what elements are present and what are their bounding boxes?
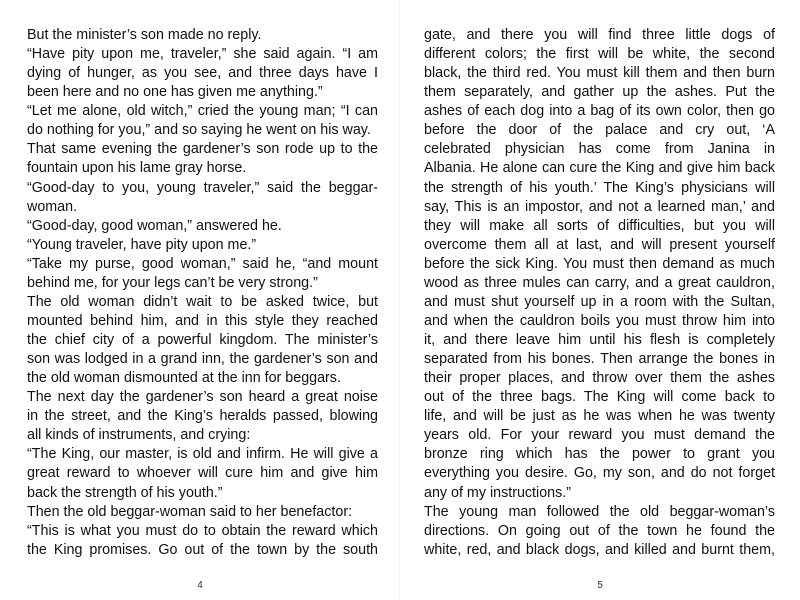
paragraph bbox=[27, 522, 378, 560]
text-line: any of my instructions.” bbox=[424, 484, 571, 501]
text-line: “Let me alone, old witch,” cried the young man; “I can bbox=[27, 103, 378, 120]
text-line: it, and there leave him until his flesh is completely bbox=[424, 332, 775, 348]
text-line: the chief city of a powerful kingdom. The minister’s bbox=[27, 332, 378, 348]
text-line: back the strength of his youth.” bbox=[27, 484, 223, 501]
paragraph bbox=[27, 445, 378, 502]
text-line: them separately, and gather up the ashes. Put the bbox=[424, 84, 775, 101]
text-line: great reward to whoever will cure him and give him bbox=[27, 465, 378, 482]
text-line: ashes of each dog into a bag of its own color, then go bbox=[424, 103, 775, 120]
text-line: out of the three bags. The King will come back to bbox=[424, 389, 775, 406]
text-line: separated from his bones. Then arrange the bones in bbox=[424, 351, 775, 368]
text-line: That same evening the gardener’s son rode up to the bbox=[27, 141, 378, 158]
right-page bbox=[400, 0, 800, 600]
text-line: everything you desire. Go, my son, and do not forget bbox=[424, 465, 775, 482]
page-text bbox=[424, 26, 775, 560]
text-line: The next day the gardener’s son heard a great noise bbox=[27, 389, 378, 406]
text-line: fountain upon his lame gray horse. bbox=[27, 160, 247, 177]
paragraph bbox=[27, 217, 378, 236]
text-line: and must shut yourself up in a room with the Sultan, bbox=[424, 293, 775, 310]
text-line: overcome them all at last, and will present yourself bbox=[424, 236, 775, 253]
text-line: the old woman dismounted at the inn for beggars. bbox=[27, 370, 341, 387]
text-line: years old. For your reward you must demand the bbox=[424, 427, 775, 444]
text-line: son was lodged in a grand inn, the gardener’s son and bbox=[27, 351, 378, 368]
text-line: life, and will be just as he was when he was twenty bbox=[424, 408, 775, 425]
paragraph bbox=[27, 45, 378, 102]
text-line: “Have pity upon me, traveler,” she said again. “I am bbox=[27, 46, 378, 63]
text-line: “Good-day, good woman,” answered he. bbox=[27, 217, 282, 234]
paragraph bbox=[27, 26, 378, 45]
text-line: before the door of the palace and cry out, ‘A bbox=[424, 122, 775, 139]
text-line: been here and no one has given me anything.” bbox=[27, 84, 323, 101]
text-line: Then the old beggar-woman said to her benefactor: bbox=[27, 503, 353, 520]
text-line: the King promises. Go out of the town by the south bbox=[27, 541, 378, 558]
paragraph bbox=[27, 503, 378, 522]
text-line: mounted behind him, and in this style they reached bbox=[27, 312, 378, 329]
text-line: say, This is an impostor, and not a learned man,’ and bbox=[424, 198, 775, 215]
paragraph bbox=[27, 102, 378, 140]
text-line: “Good-day to you, young traveler,” said the beggar- bbox=[27, 179, 378, 196]
text-line: “This is what you must do to obtain the reward which bbox=[27, 522, 378, 539]
text-line: bronze ring which has the power to grant you bbox=[424, 446, 775, 463]
page-number: 4 bbox=[197, 580, 203, 591]
text-line: all kinds of instruments, and crying: bbox=[27, 427, 251, 444]
paragraph bbox=[424, 26, 775, 503]
text-line: do nothing for you,” and so saying he went on his way. bbox=[27, 122, 371, 139]
text-line: “The King, our master, is old and infirm. He will give a bbox=[27, 446, 378, 463]
text-line: the strength of his youth.’ The King’s physicians will bbox=[424, 179, 775, 196]
text-line: “Take my purse, good woman,” said he, “and mount bbox=[27, 255, 378, 272]
text-line: and when the cauldron boils you must throw him into bbox=[424, 312, 775, 329]
text-line: in the street, and the King’s heralds passed, blowing bbox=[27, 408, 378, 425]
page-text bbox=[27, 26, 378, 560]
paragraph bbox=[27, 140, 378, 178]
text-line: behind me, for your legs can’t be very strong.” bbox=[27, 274, 318, 291]
text-line: they will make all sorts of difficulties, but you will bbox=[424, 217, 775, 234]
text-line: their proper places, and throw over them the ashes bbox=[424, 370, 775, 387]
text-line: The old woman didn’t wait to be asked twice, but bbox=[27, 293, 378, 310]
text-line: different colors; the first will be white, the second bbox=[424, 46, 775, 63]
text-line: The young man followed the old beggar-woman’s bbox=[424, 503, 775, 520]
paragraph bbox=[27, 236, 378, 255]
text-line: before the sick King. You must then demand as much bbox=[424, 255, 775, 272]
text-line: wood as three mules can carry, and a great cauldron, bbox=[424, 274, 775, 291]
text-line: directions. On going out of the town he found the bbox=[424, 522, 775, 539]
text-line: But the minister’s son made no reply. bbox=[27, 27, 262, 43]
paragraph bbox=[424, 503, 775, 560]
text-line: white, red, and black dogs, and killed and burnt them, bbox=[424, 541, 775, 558]
text-line: Albania. He alone can cure the King and give him back bbox=[424, 160, 775, 177]
text-line: gate, and there you will find three little dogs of bbox=[424, 27, 775, 43]
page-number: 5 bbox=[597, 580, 603, 591]
text-line: woman. bbox=[27, 198, 78, 215]
text-line: dying of hunger, as you see, and three days have I bbox=[27, 65, 378, 82]
paragraph bbox=[27, 293, 378, 388]
text-line: celebrated physician has come from Janina in bbox=[424, 141, 775, 158]
text-line: “Young traveler, have pity upon me.” bbox=[27, 236, 257, 253]
paragraph bbox=[27, 388, 378, 445]
text-line: black, the third red. You must kill them and then burn bbox=[424, 65, 775, 82]
paragraph bbox=[27, 255, 378, 293]
paragraph bbox=[27, 179, 378, 217]
